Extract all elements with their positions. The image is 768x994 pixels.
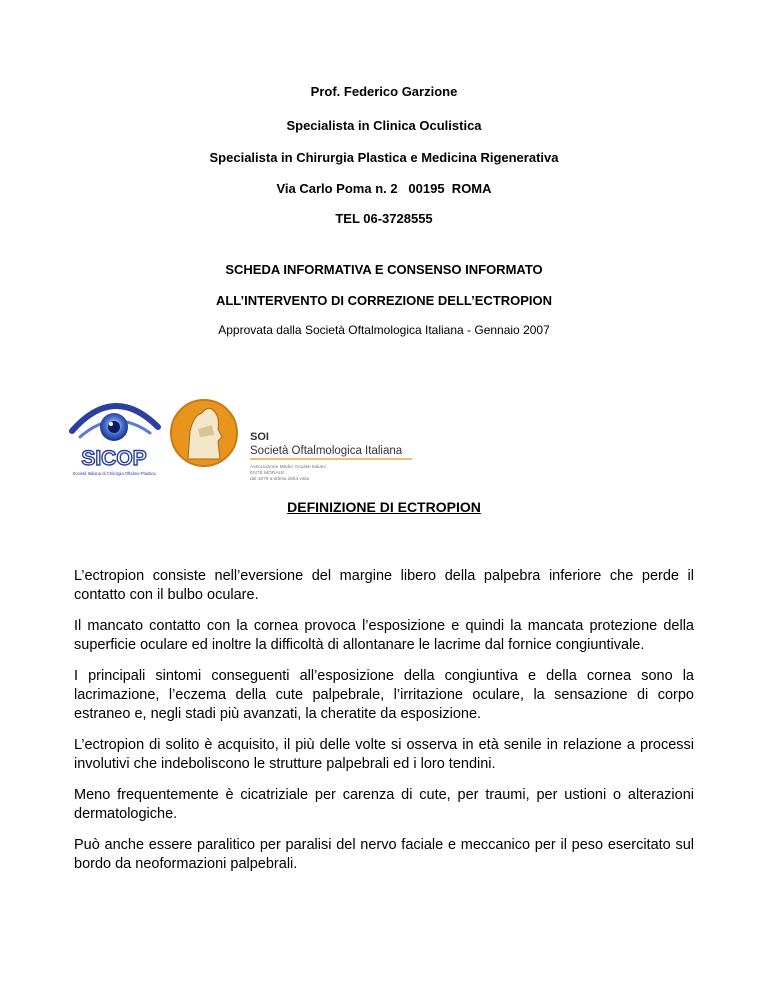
sicop-tagline: Società Italiana di Chirurgia Oftalmo-Plastica xyxy=(72,471,156,476)
paragraph: Può anche essere paralitico per paralisi del nervo faciale e meccanico per il peso esercitato sul bordo da neoformazioni palpebrali. xyxy=(74,837,694,872)
paragraph: Il mancato contatto con la cornea provoca l’esposizione e quindi la mancata protezione della superficie oculare ed inoltre la difficoltà di allontanare le lacrime dal fornice congiuntivale. xyxy=(74,618,694,653)
soi-abbr: SOI xyxy=(250,431,269,443)
specialty-2: Specialista in Chirurgia Plastica e Medicina Rigenerativa xyxy=(209,150,559,165)
paragraph: L’ectropion di solito è acquisito, il più delle volte si osserva in età senile in relazione a processi involutivi che indeboliscono le strutture palpebrali ed i loro tendini. xyxy=(74,737,694,772)
paragraph: I principali sintomi conseguenti all’esposizione della congiuntiva e della cornea sono la lacrimazione, l’eczema della cute palpebrale, l’irritazione oculare, la sensazione di corpo estraneo e, negli stadi più avanzati, la cheratite da esposizione. xyxy=(74,668,694,722)
paragraph: L’ectropion consiste nell’eversione del margine libero della palpebra inferiore che perde il contatto con il bulbo oculare. xyxy=(74,568,694,603)
soi-line-1: Associazione Medici Oculisti Italiani xyxy=(250,465,326,470)
svg-text:SICOP: SICOP xyxy=(81,447,147,470)
form-title-2: ALL’INTERVENTO DI CORREZIONE DELL’ECTROPION xyxy=(215,293,553,308)
doctor-name: Prof. Federico Garzione xyxy=(310,84,458,99)
specialty-1: Specialista in Clinica Oculistica xyxy=(286,118,482,133)
address: Via Carlo Poma n. 2 00195 ROMA xyxy=(276,181,492,196)
form-title-1: SCHEDA INFORMATIVA E CONSENSO INFORMATO xyxy=(225,262,543,277)
soi-logo xyxy=(168,385,418,485)
soi-line-2: ENTE MORALE xyxy=(250,471,285,476)
section-title: DEFINIZIONE DI ECTROPION xyxy=(287,499,481,515)
paragraph: Meno frequentemente è cicatriziale per carenza di cute, per traumi, per ustioni o alterazioni dermatologiche. xyxy=(74,787,694,822)
sicop-name xyxy=(81,447,146,470)
section-body xyxy=(74,567,694,886)
approval-note: Approvata dalla Società Oftalmologica Italiana - Gennaio 2007 xyxy=(218,323,550,337)
sicop-logo xyxy=(64,387,164,487)
logos-strip xyxy=(60,385,420,490)
soi-name: Società Oftalmologica Italiana xyxy=(250,445,403,457)
telephone: TEL 06-3728555 xyxy=(335,211,433,226)
soi-line-3: dal 1879 a difesa della vista xyxy=(250,477,310,482)
